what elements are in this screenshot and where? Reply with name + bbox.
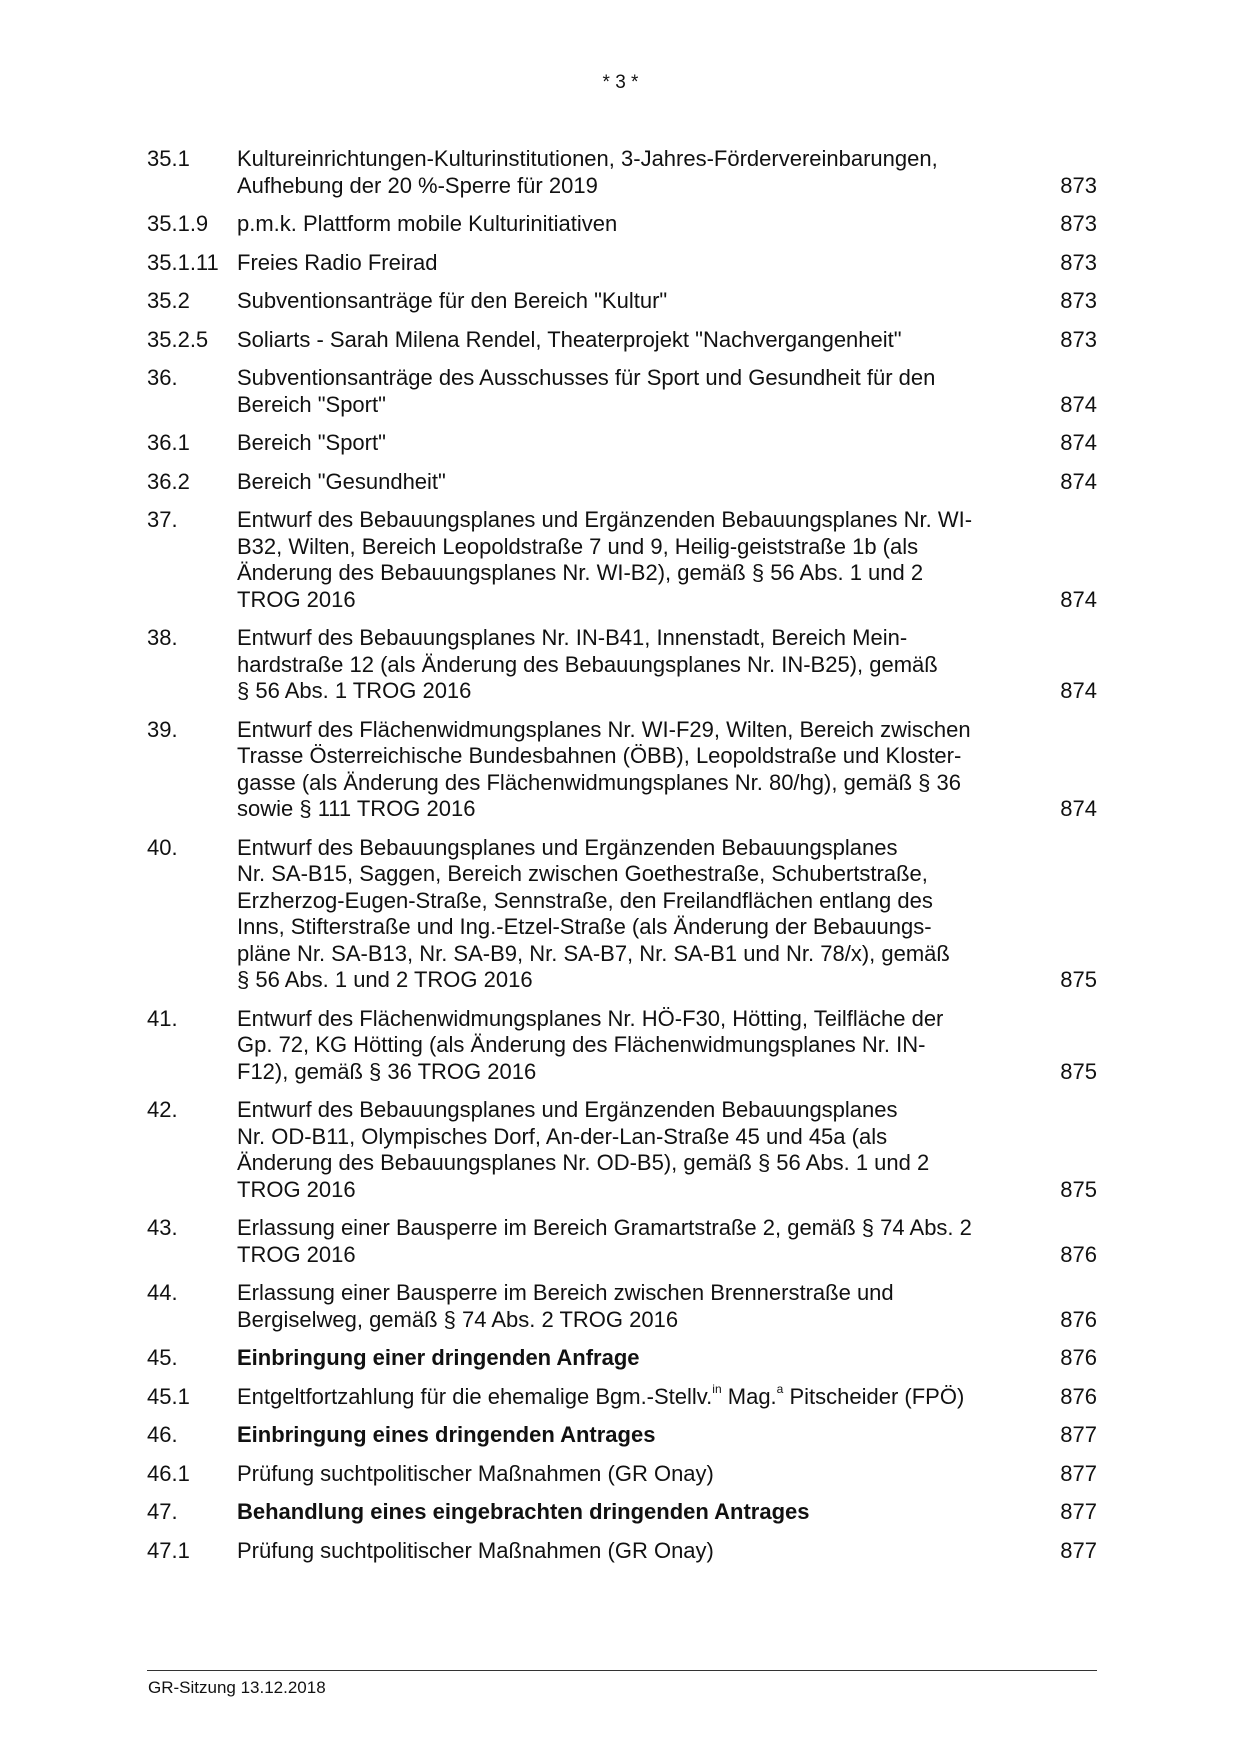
toc-entry-title-line bbox=[237, 1384, 1007, 1411]
toc-entry-title-line: sowie § 111 TROG 2016 bbox=[237, 796, 476, 821]
toc-entry-title bbox=[237, 146, 1007, 199]
toc-entry-title bbox=[237, 250, 1007, 277]
toc-entry bbox=[147, 1461, 1097, 1488]
toc-entry-title-line: Prüfung suchtpolitischer Maßnahmen (GR Onay) bbox=[237, 1460, 714, 1486]
toc-entry-page: 876 bbox=[1060, 1241, 1097, 1267]
toc-entry bbox=[147, 288, 1097, 315]
toc-entry-page: 876 bbox=[1060, 1345, 1097, 1370]
toc-entry bbox=[147, 1384, 1097, 1411]
toc-entry-title-line: Erlassung einer Bausperre im Bereich Gramartstraße 2, gemäß § 74 Abs. 2 bbox=[237, 1215, 972, 1240]
toc-entry-page: 874 bbox=[1060, 468, 1097, 494]
toc-entry bbox=[147, 1006, 1097, 1086]
toc-entry-title-line: Entwurf des Bebauungsplanes und Ergänzenden Bebauungsplanes bbox=[237, 834, 898, 860]
toc-entry-page: 876 bbox=[1060, 1306, 1097, 1332]
toc-entry bbox=[147, 430, 1097, 457]
toc-entry-title-line: p.m.k. Plattform mobile Kulturinitiativen bbox=[237, 211, 618, 236]
toc-entry-page: 874 bbox=[1060, 586, 1097, 612]
toc-entry-page: 874 bbox=[1060, 678, 1097, 703]
toc-entry-title-line: B32, Wilten, Bereich Leopoldstraße 7 und 9, Heilig-geiststraße 1b (als bbox=[237, 533, 919, 559]
toc-entry bbox=[147, 717, 1097, 823]
toc-entry-number: 47.1 bbox=[147, 1537, 190, 1563]
toc-entry bbox=[147, 469, 1097, 496]
toc-entry-title-line: TROG 2016 bbox=[237, 586, 356, 612]
toc-entry bbox=[147, 327, 1097, 354]
toc-entry-title bbox=[237, 1345, 1007, 1372]
toc-entry-title-line: Entwurf des Bebauungsplanes und Ergänzenden Bebauungsplanes bbox=[237, 1097, 898, 1122]
toc-entry-number: 41. bbox=[147, 1005, 178, 1031]
toc-entry-page: 875 bbox=[1060, 1058, 1097, 1084]
toc-entry-number: 36.1 bbox=[147, 430, 190, 455]
toc-entry bbox=[147, 250, 1097, 277]
table-of-contents bbox=[147, 146, 1097, 1576]
toc-entry bbox=[147, 1538, 1097, 1565]
toc-entry bbox=[147, 507, 1097, 613]
toc-entry-page: 874 bbox=[1060, 430, 1097, 455]
toc-entry bbox=[147, 1280, 1097, 1333]
toc-entry-number: 35.2.5 bbox=[147, 326, 209, 352]
footer-text: GR-Sitzung 13.12.2018 bbox=[148, 1678, 326, 1697]
toc-entry-page: 877 bbox=[1060, 1422, 1097, 1447]
toc-entry-title bbox=[237, 288, 1007, 315]
toc-entry-title-line: Bereich "Gesundheit" bbox=[237, 468, 446, 494]
toc-entry-title-line: Bereich "Sport" bbox=[237, 430, 386, 455]
toc-entry-page: 873 bbox=[1060, 249, 1097, 275]
title-text-part: Entgeltfortzahlung für die ehemalige Bgm.-Stellv. bbox=[237, 1383, 713, 1409]
toc-entry-title-line: Bergiselweg, gemäß § 74 Abs. 2 TROG 2016 bbox=[237, 1306, 679, 1332]
toc-entry-title bbox=[237, 365, 1007, 418]
toc-entry-number: 39. bbox=[147, 716, 178, 742]
toc-entry-title-line: Einbringung einer dringenden Anfrage bbox=[237, 1345, 640, 1370]
toc-entry-number: 47. bbox=[147, 1499, 178, 1524]
toc-entry-title bbox=[237, 1422, 1007, 1449]
toc-entry-title-line: hardstraße 12 (als Änderung des Bebauungsplanes Nr. IN-B25), gemäß bbox=[237, 651, 938, 677]
toc-entry-number: 46. bbox=[147, 1422, 178, 1447]
toc-entry-title-line: Inns, Stifterstraße und Ing.-Etzel-Straße (als Änderung der Bebauungs- bbox=[237, 914, 932, 939]
toc-entry-title bbox=[237, 1461, 1007, 1488]
toc-entry-page: 873 bbox=[1060, 288, 1097, 313]
toc-entry-number: 36. bbox=[147, 365, 178, 390]
toc-entry-title-line: gasse (als Änderung des Flächenwidmungsplanes Nr. 80/hg), gemäß § 36 bbox=[237, 769, 961, 795]
toc-entry-number: 35.2 bbox=[147, 288, 190, 313]
toc-entry-page: 877 bbox=[1060, 1537, 1097, 1563]
toc-entry-title-line: Nr. SA-B15, Saggen, Bereich zwischen Goethestraße, Schubertstraße, bbox=[237, 861, 928, 886]
toc-entry-title bbox=[237, 211, 1007, 238]
toc-entry-title bbox=[237, 717, 1007, 823]
toc-entry-number: 35.1.11 bbox=[147, 249, 219, 275]
toc-entry-title-line: Freies Radio Freirad bbox=[237, 249, 438, 275]
footer-divider bbox=[147, 1670, 1097, 1671]
toc-entry-title bbox=[237, 507, 1007, 613]
toc-entry-page: 877 bbox=[1060, 1460, 1097, 1486]
toc-entry-title-line: TROG 2016 bbox=[237, 1176, 356, 1202]
toc-entry-title-line: § 56 Abs. 1 und 2 TROG 2016 bbox=[237, 967, 533, 992]
toc-entry-title bbox=[237, 1384, 1007, 1411]
toc-entry-title-line: Subventionsanträge des Ausschusses für Sport und Gesundheit für den bbox=[237, 365, 936, 390]
toc-entry-page: 874 bbox=[1060, 796, 1097, 821]
toc-entry-title-line: Entwurf des Flächenwidmungsplanes Nr. HÖ-F30, Hötting, Teilfläche der bbox=[237, 1005, 944, 1031]
toc-entry-page: 874 bbox=[1060, 391, 1097, 417]
toc-entry-title-line: Subventionsanträge für den Bereich "Kultur" bbox=[237, 288, 668, 313]
toc-entry-title-line: Nr. OD-B11, Olympisches Dorf, An-der-Lan-Straße 45 und 45a (als bbox=[237, 1123, 888, 1149]
toc-entry-page: 875 bbox=[1060, 1176, 1097, 1202]
toc-entry-title-line: Änderung des Bebauungsplanes Nr. OD-B5), gemäß § 56 Abs. 1 und 2 bbox=[237, 1150, 930, 1175]
toc-entry-title-line: § 56 Abs. 1 TROG 2016 bbox=[237, 678, 472, 703]
toc-entry-number: 43. bbox=[147, 1215, 178, 1240]
toc-entry-page: 877 bbox=[1060, 1499, 1097, 1524]
toc-entry-number: 46.1 bbox=[147, 1460, 190, 1486]
title-superscript: in bbox=[712, 1382, 722, 1397]
toc-entry-title-line: Aufhebung der 20 %-Sperre für 2019 bbox=[237, 172, 598, 198]
title-superscript: a bbox=[776, 1382, 784, 1397]
toc-entry bbox=[147, 146, 1097, 199]
toc-entry-title-line: Erlassung einer Bausperre im Bereich zwischen Brennerstraße und bbox=[237, 1280, 894, 1305]
toc-entry-title bbox=[237, 469, 1007, 496]
toc-entry bbox=[147, 211, 1097, 238]
toc-entry-page: 875 bbox=[1060, 967, 1097, 992]
toc-entry-title-line: Soliarts - Sarah Milena Rendel, Theaterprojekt "Nachvergangenheit" bbox=[237, 326, 902, 352]
toc-entry-number: 36.2 bbox=[147, 468, 190, 494]
toc-entry-title bbox=[237, 327, 1007, 354]
toc-entry bbox=[147, 625, 1097, 705]
toc-entry-title-line: Kultureinrichtungen-Kulturinstitutionen, 3-Jahres-Fördervereinbarungen, bbox=[237, 146, 938, 171]
toc-entry-title bbox=[237, 430, 1007, 457]
toc-entry-title bbox=[237, 1097, 1007, 1203]
toc-entry bbox=[147, 365, 1097, 418]
toc-entry-title bbox=[237, 1499, 1007, 1526]
toc-entry-title-line: Erzherzog-Eugen-Straße, Sennstraße, den Freilandflächen entlang des bbox=[237, 887, 933, 913]
toc-entry-title-line: Entwurf des Bebauungsplanes Nr. IN-B41, Innenstadt, Bereich Mein- bbox=[237, 625, 908, 650]
toc-entry-number: 44. bbox=[147, 1280, 178, 1305]
toc-entry-title-line: Einbringung eines dringenden Antrages bbox=[237, 1422, 656, 1447]
toc-entry-title bbox=[237, 1006, 1007, 1086]
toc-entry-title-line: Prüfung suchtpolitischer Maßnahmen (GR Onay) bbox=[237, 1537, 714, 1563]
toc-entry-page: 873 bbox=[1060, 211, 1097, 236]
toc-entry-title bbox=[237, 625, 1007, 705]
toc-entry-page: 876 bbox=[1060, 1383, 1097, 1409]
toc-entry-title-line: Entwurf des Flächenwidmungsplanes Nr. WI-F29, Wilten, Bereich zwischen bbox=[237, 716, 971, 742]
toc-entry-title bbox=[237, 1215, 1007, 1268]
toc-entry bbox=[147, 1499, 1097, 1526]
toc-entry-title-line: Entwurf des Bebauungsplanes und Ergänzenden Bebauungsplanes Nr. WI- bbox=[237, 507, 973, 532]
toc-entry-number: 38. bbox=[147, 625, 178, 650]
toc-entry-number: 42. bbox=[147, 1097, 178, 1122]
toc-entry-number: 45.1 bbox=[147, 1383, 190, 1409]
toc-entry-number: 35.1 bbox=[147, 146, 190, 171]
toc-entry-title-line: Trasse Österreichische Bundesbahnen (ÖBB), Leopoldstraße und Kloster- bbox=[237, 743, 962, 768]
toc-entry-title bbox=[237, 835, 1007, 994]
toc-entry-title bbox=[237, 1280, 1007, 1333]
toc-entry bbox=[147, 1422, 1097, 1449]
toc-entry-page: 873 bbox=[1060, 172, 1097, 198]
title-text-part: Mag. bbox=[721, 1383, 777, 1409]
toc-entry-page: 873 bbox=[1060, 326, 1097, 352]
toc-entry-title-line: Gp. 72, KG Hötting (als Änderung des Flächenwidmungsplanes Nr. IN- bbox=[237, 1032, 926, 1057]
toc-entry-number: 45. bbox=[147, 1345, 178, 1370]
toc-entry bbox=[147, 835, 1097, 994]
toc-entry bbox=[147, 1215, 1097, 1268]
toc-entry-title-line: TROG 2016 bbox=[237, 1241, 356, 1267]
toc-entry-number: 35.1.9 bbox=[147, 211, 209, 236]
toc-entry-title bbox=[237, 1538, 1007, 1565]
page-number: * 3 * bbox=[602, 72, 639, 93]
toc-entry bbox=[147, 1345, 1097, 1372]
toc-entry-title-line: Bereich "Sport" bbox=[237, 391, 386, 417]
toc-entry-number: 40. bbox=[147, 834, 178, 860]
toc-entry-title-line: F12), gemäß § 36 TROG 2016 bbox=[237, 1058, 537, 1084]
toc-entry bbox=[147, 1097, 1097, 1203]
title-text-part: Pitscheider (FPÖ) bbox=[783, 1383, 965, 1409]
toc-entry-title-line: Änderung des Bebauungsplanes Nr. WI-B2), gemäß § 56 Abs. 1 und 2 bbox=[237, 560, 924, 585]
toc-entry-title-line: Behandlung eines eingebrachten dringenden Antrages bbox=[237, 1499, 810, 1524]
toc-entry-title-line: pläne Nr. SA-B13, Nr. SA-B9, Nr. SA-B7, Nr. SA-B1 und Nr. 78/x), gemäß bbox=[237, 940, 950, 966]
toc-entry-number: 37. bbox=[147, 507, 178, 532]
